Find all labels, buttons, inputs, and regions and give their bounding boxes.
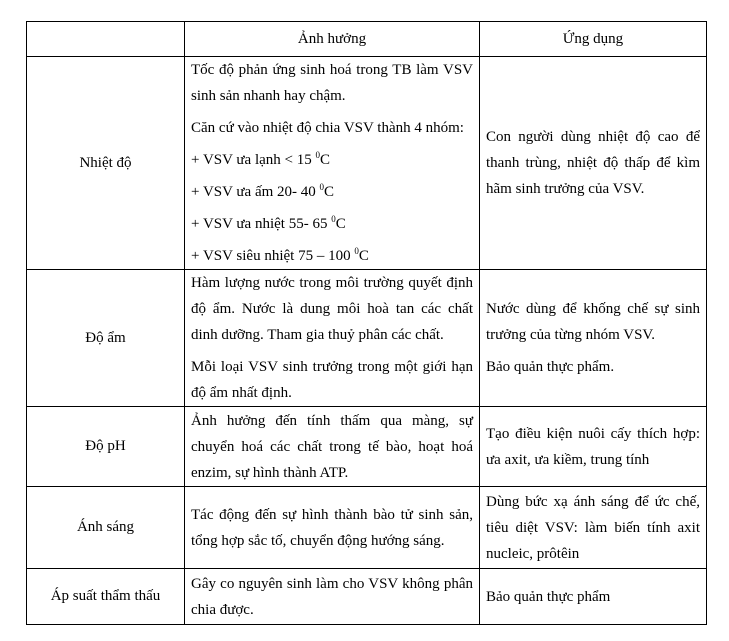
application-text: Bảo quản thực phẩm (486, 588, 611, 605)
effect-text: Tốc độ phản ứng sinh hoá trong TB làm VSV sinh sản nhanh hay chậm. (191, 62, 473, 104)
effect-cell (185, 487, 480, 569)
factor-humidity: Độ ẩm (27, 270, 185, 407)
header-empty (27, 22, 185, 57)
temp-group-label: + VSV ưa lạnh < 15 (191, 152, 316, 168)
effect-text: Ảnh hưởng đến tính thấm qua màng, sự chuyển hoá các chất trong tế bào, hoạt hoá enzim, sự hình thành ATP. (191, 412, 473, 481)
application-cell (480, 270, 707, 407)
table-row (27, 487, 707, 569)
temp-unit: C (320, 152, 331, 168)
effect-text: Tác động đến sự hình thành bào tử sinh sản, tổng hợp sắc tố, chuyển động hướng sáng. (191, 506, 473, 549)
degree-mark: 0 (319, 182, 325, 192)
table-row (27, 569, 707, 625)
application-text: Nước dùng để khống chế sự sinh trưởng của từng nhóm VSV. (486, 301, 700, 343)
table-row (27, 270, 707, 407)
effect-cell (185, 57, 480, 270)
application-text: Bảo quản thực phẩm. (486, 359, 615, 375)
table-row (27, 57, 707, 270)
temp-unit: C (358, 248, 369, 264)
factor-light: Ánh sáng (27, 487, 185, 569)
temp-group (191, 211, 473, 237)
effect-text: Gây co nguyên sinh làm cho VSV không phân chia được. (191, 575, 473, 618)
application-text: Tạo điều kiện nuôi cấy thích hợp: ưa axit, ưa kiềm, trung tính (486, 425, 700, 468)
header-row (27, 22, 707, 57)
effect-cell (185, 407, 480, 487)
effect-text: Căn cứ vào nhiệt độ chia VSV thành 4 nhóm: (191, 120, 464, 136)
temp-group-label: + VSV ưa nhiệt 55- 65 (191, 216, 332, 232)
degree-mark: 0 (354, 246, 359, 256)
temp-unit: C (324, 184, 335, 200)
header-application: Ứng dụng (480, 22, 707, 57)
temp-group-label: + VSV ưa ấm 20- 40 (191, 184, 320, 200)
temp-group (191, 147, 473, 173)
degree-mark: 0 (315, 150, 320, 160)
factors-table (26, 21, 707, 625)
temp-group (191, 179, 473, 205)
temp-group (191, 243, 473, 269)
temp-group-label: + VSV siêu nhiệt 75 – 100 (191, 248, 355, 264)
table-row (27, 407, 707, 487)
application-text: Dùng bức xạ ánh sáng để ức chế, tiêu diệt VSV: làm biến tính axit nucleic, prôtêin (486, 493, 700, 562)
application-cell (480, 487, 707, 569)
factor-temperature: Nhiệt độ (27, 57, 185, 270)
application-cell (480, 569, 707, 625)
header-effect: Ảnh hưởng (185, 22, 480, 57)
application-cell (480, 407, 707, 487)
factor-ph: Độ pH (27, 407, 185, 487)
factor-osmotic-pressure: Áp suất thẩm thấu (27, 569, 185, 625)
temp-unit: C (335, 216, 346, 232)
application-cell (480, 57, 707, 270)
degree-mark: 0 (331, 214, 336, 224)
effect-text: Mỗi loại VSV sinh trưởng trong một giới hạn độ ẩm nhất định. (191, 359, 473, 401)
effect-cell (185, 270, 480, 407)
effect-cell (185, 569, 480, 625)
effect-text: Hàm lượng nước trong môi trường quyết định độ ẩm. Nước là dung môi hoà tan các chất dinh dưỡng. Tham gia thuỷ phân các chất. (191, 275, 473, 343)
application-text: Con người dùng nhiệt độ cao để thanh trùng, nhiệt độ thấp để kìm hãm sinh trưởng của VSV. (486, 129, 700, 197)
